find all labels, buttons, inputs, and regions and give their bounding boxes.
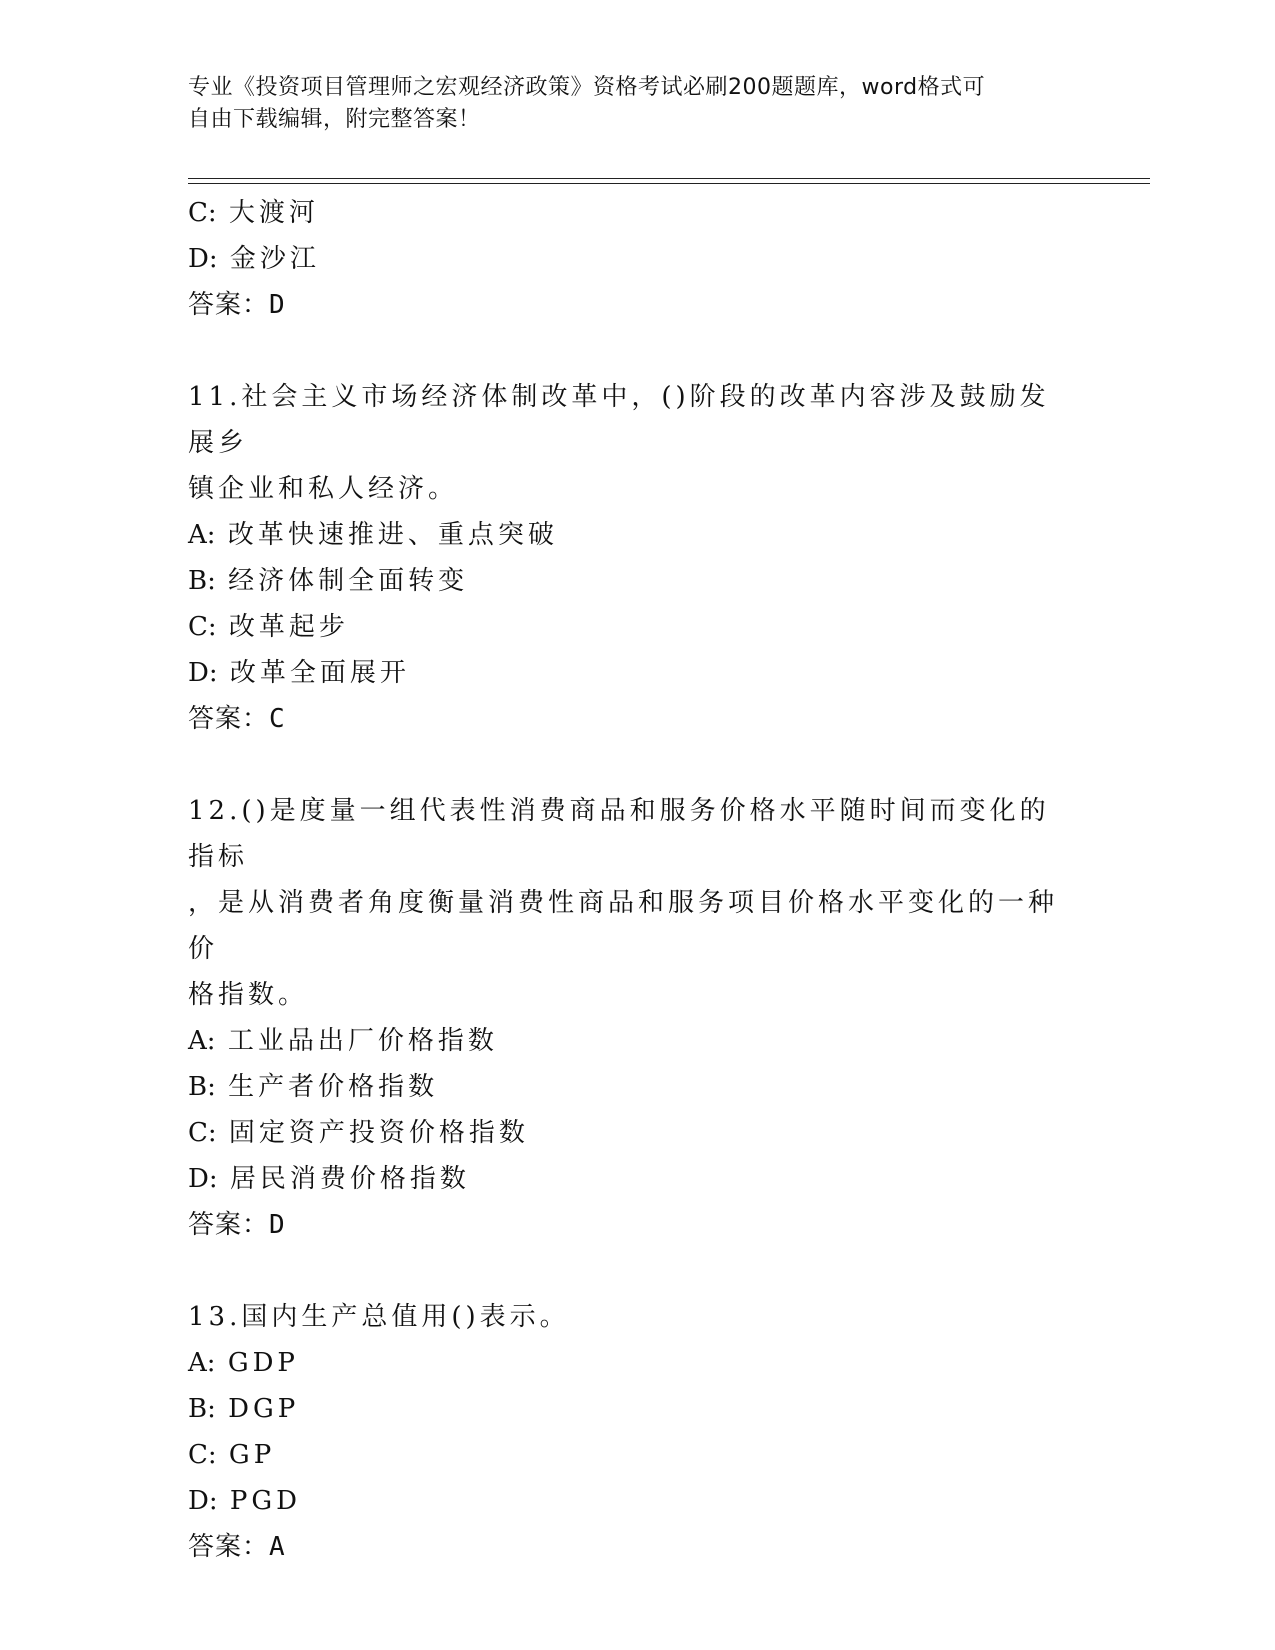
option-c <box>188 1110 1088 1156</box>
option-d <box>188 1156 1088 1202</box>
stem-line: ，是从消费者角度衡量消费性商品和服务项目价格水平变化的一种价 <box>188 888 1059 964</box>
option-letter: D: <box>188 1164 218 1194</box>
option-letter: D: <box>188 244 218 274</box>
stem-line: 12.()是度量一组代表性消费商品和服务价格水平随时间而变化的指标 <box>188 796 1050 872</box>
option-b <box>188 558 1088 604</box>
answer-label: 答案： <box>188 1532 270 1562</box>
answer-value: A <box>269 1532 286 1562</box>
answer-value: D <box>269 1210 286 1240</box>
answer-line <box>188 1202 1088 1248</box>
option-c <box>188 190 1088 236</box>
answer-line <box>188 1524 1088 1570</box>
option-a <box>188 512 1088 558</box>
header-line-2: 自由下载编辑，附完整答案！ <box>188 107 481 132</box>
option-letter: B: <box>188 1072 216 1102</box>
stem-line: 镇企业和私人经济。 <box>188 474 459 504</box>
stem-line: 13.国内生产总值用()表示。 <box>188 1302 570 1332</box>
option-a <box>188 1018 1088 1064</box>
option-letter: A: <box>188 1026 216 1056</box>
question-12 <box>188 788 1088 1248</box>
option-letter: D: <box>188 658 218 688</box>
option-letter: B: <box>188 566 216 596</box>
document-header <box>188 72 1068 136</box>
option-text: 生产者价格指数 <box>228 1072 439 1102</box>
option-text: 经济体制全面转变 <box>228 566 469 596</box>
option-text: 大渡河 <box>228 198 319 228</box>
option-text: PGD <box>229 1486 301 1516</box>
option-d <box>188 236 1088 282</box>
answer-label: 答案： <box>188 704 270 734</box>
option-text: 改革全面展开 <box>229 658 410 688</box>
answer-line <box>188 696 1088 742</box>
answer-value: D <box>269 290 286 320</box>
question-11 <box>188 374 1088 742</box>
option-text: 居民消费价格指数 <box>229 1164 470 1194</box>
question-13 <box>188 1294 1088 1570</box>
question-stem <box>188 374 1078 512</box>
option-letter: C: <box>188 1440 217 1470</box>
option-c <box>188 604 1088 650</box>
option-c <box>188 1432 1088 1478</box>
question-stem <box>188 788 1078 1018</box>
option-letter: C: <box>188 612 217 642</box>
option-letter: A: <box>188 1348 216 1378</box>
option-text: 工业品出厂价格指数 <box>227 1026 498 1056</box>
option-d <box>188 650 1088 696</box>
header-line-1: 专业《投资项目管理师之宏观经济政策》资格考试必刷200题题库，word格式可 <box>188 75 986 100</box>
option-text: 改革起步 <box>228 612 349 642</box>
option-a <box>188 1340 1088 1386</box>
header-divider-bottom <box>188 183 1150 184</box>
option-text: GDP <box>227 1348 299 1378</box>
option-b <box>188 1064 1088 1110</box>
option-letter: C: <box>188 1118 217 1148</box>
option-text: GP <box>228 1440 276 1470</box>
stem-line: 格指数。 <box>188 980 309 1010</box>
option-text: 金沙江 <box>229 244 320 274</box>
option-text: DGP <box>228 1394 300 1424</box>
answer-label: 答案： <box>188 290 270 320</box>
option-letter: D: <box>188 1486 218 1516</box>
document-body <box>188 190 1088 1570</box>
answer-label: 答案： <box>188 1210 270 1240</box>
option-text: 固定资产投资价格指数 <box>228 1118 529 1148</box>
option-b <box>188 1386 1088 1432</box>
option-text: 改革快速推进、重点突破 <box>227 520 558 550</box>
option-letter: C: <box>188 198 217 228</box>
stem-line: 11.社会主义市场经济体制改革中，()阶段的改革内容涉及鼓励发展乡 <box>188 382 1050 458</box>
question-10-continued <box>188 190 1088 328</box>
header-divider-top <box>188 178 1150 179</box>
option-letter: A: <box>188 520 216 550</box>
option-letter: B: <box>188 1394 216 1424</box>
option-d <box>188 1478 1088 1524</box>
answer-value: C <box>269 704 286 734</box>
question-stem <box>188 1294 1078 1340</box>
answer-line <box>188 282 1088 328</box>
